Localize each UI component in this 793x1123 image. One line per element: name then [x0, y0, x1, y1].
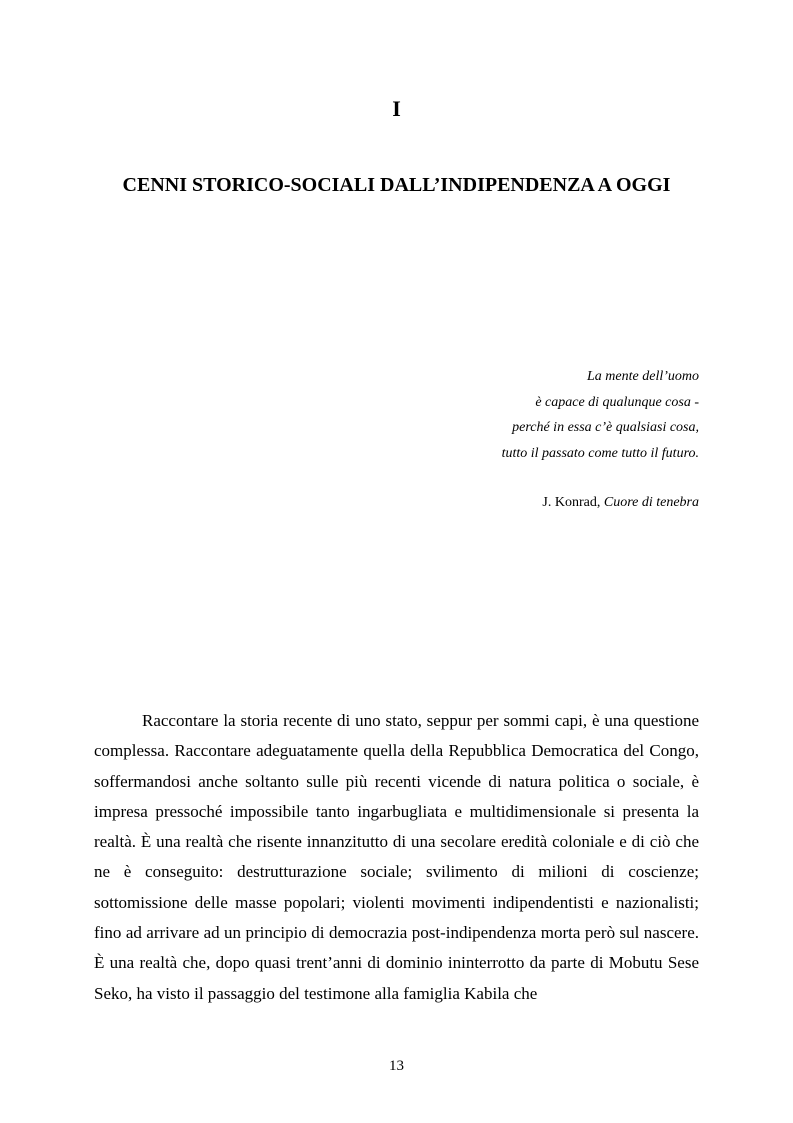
body-paragraph: Raccontare la storia recente di uno stato, seppur per sommi capi, è una questione complessa. Raccontare adeguatamente quella della Repubblica Democratica del Congo, soffermandosi anche soltanto sulle più recenti vicende di natura politica o sociale, è impresa pressoché impossibile tanto ingarbugliata e multidimensionale si presenta la realtà. È una realtà che risente innanzitutto di una secolare eredità coloniale e di ciò che ne è conseguito: destrutturazione sociale; svilimento di milioni di coscienze; sottomissione delle masse popolari; violenti movimenti indipendentisti e nazionalisti; fino ad arrivare ad un principio di democrazia post-indipendenza morta però sul nascere. È una realtà che, dopo quasi trent’anni di dominio ininterrotto da parte di Mobutu Sese Seko, ha visto il passaggio del testimone alla famiglia Kabila che — [94, 711, 699, 1003]
epigraph-line: perché in essa c’è qualsiasi cosa, — [512, 420, 699, 435]
epigraph-line: è capace di qualunque cosa - — [535, 394, 699, 410]
epigraph-author: J. Konrad, — [542, 495, 601, 510]
epigraph-attribution — [542, 490, 699, 515]
chapter-number: I — [392, 96, 401, 121]
epigraph-line: La mente dell’uomo — [587, 369, 699, 384]
chapter-title: CENNI STORICO-SOCIALI DALL’INDIPENDENZA A OGGI — [122, 174, 671, 196]
page-number: 13 — [389, 1058, 404, 1074]
epigraph-line: tutto il passato come tutto il futuro. — [501, 445, 699, 461]
epigraph-work-title: Cuore di tenebra — [603, 495, 699, 510]
epigraph — [502, 364, 699, 466]
